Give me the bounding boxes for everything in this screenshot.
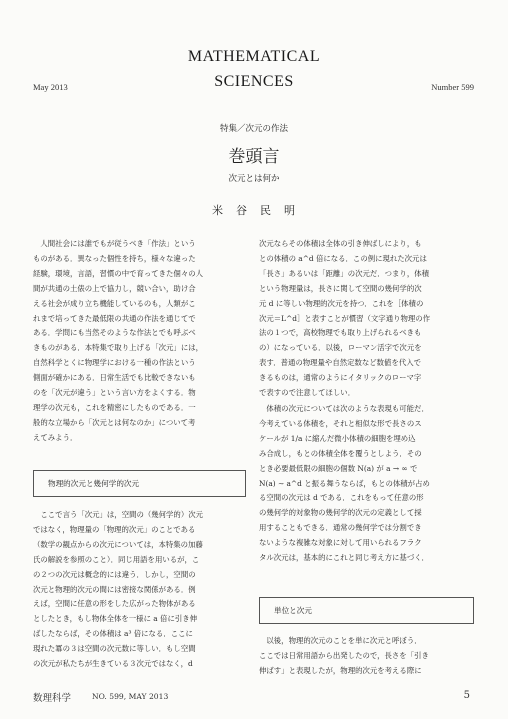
text-line: る空間の次元は d である．これをもって任意の形: [259, 493, 424, 503]
text-line: の２つの次元は概念的には違う．しかし，空間の: [33, 569, 196, 579]
text-line: 氏の解説を参照のこと）．同じ用語を用いるが，こ: [33, 554, 200, 564]
text-line: としたとき，もし物体全体を一様に a 倍に引き伸: [33, 614, 198, 624]
text-line: ばしたならば，その体積は a³ 倍になる．ここに: [33, 629, 193, 639]
text-line: タル次元は，基本的にこれと同じ考え方に基づく．: [259, 553, 429, 563]
issue-date: May 2013: [33, 82, 68, 92]
text-line: 次元と物理的次元の間には密接な関係がある．例: [33, 584, 196, 594]
text-line: N(a) ∼ a^d と振る舞うならば，もとの体積が占め: [259, 478, 430, 488]
text-line: （数学の観点からの次元については，本特集の加藤: [33, 539, 203, 549]
text-line: 側面が確かにある．日常生活でも比較できないも: [33, 373, 196, 383]
footer-issue: NO. 599, MAY 2013: [92, 692, 169, 701]
text-line: み合成し，もとの体積全体を覆うとしよう．その: [259, 448, 422, 458]
text-line: ここでは日常用語から出発したので，長さを「引き: [259, 650, 429, 660]
text-line: 間が共通の土俵の上で協力し，競い合い，助け合: [33, 283, 196, 293]
text-line: ものがある．異なった個性を持ち，様々な違った: [33, 253, 196, 263]
text-line: のを「次元が違う」という言い方をよくする．物: [33, 388, 196, 398]
text-line: の）になっている．以後，ローマン活字で次元を: [259, 343, 422, 353]
journal-title-line2: SCIENCES: [214, 73, 294, 90]
text-line: 経験，環境，言語，習慣の中で育ってきた個々の人: [33, 268, 203, 278]
text-line: との体積の a^d 倍になる．この例に現れた次元は: [259, 253, 427, 263]
text-line: ないような複雑な対象に対して用いられるフラク: [259, 538, 422, 548]
text-line: 以後，物理的次元のことを単に次元と呼ぼう．: [259, 636, 422, 645]
right-column-para2: [259, 402, 474, 566]
text-line: で表すので注意してほしい．: [259, 388, 356, 398]
footer-journal-name: 数理科学: [33, 693, 72, 704]
journal-title-line1: MATHEMATICAL: [187, 48, 321, 65]
text-line: ケールが 1/a に縮んだ微小体積の細胞を埋め込: [259, 433, 416, 443]
article-subtitle: 次元とは何か: [228, 174, 280, 184]
text-line: 今考えている体積を，それと相似な形で長さのス: [259, 418, 422, 428]
text-line: ある．学問にも当然そのような作法とでも呼ぶべ: [33, 328, 196, 338]
text-line: 次元ならその体積は全体の引き伸ばしにより，も: [259, 239, 422, 248]
author-name: 米 谷 民 明: [212, 204, 296, 217]
text-line: 般的な立場から「次元とは何なのか」について考: [33, 417, 196, 427]
right-column-section2: [259, 634, 474, 679]
text-line: とき必要最低限の細胞の個数 N(a) が a → ∞ で: [259, 463, 418, 473]
text-line: える社会が成り立ち機能しているのも，人類がこ: [33, 298, 196, 308]
text-line: 用することもできる．通常の幾何学では分割でき: [259, 523, 422, 533]
text-line: きるものは，通常のようにイタリックのローマ字: [259, 373, 422, 383]
right-column-para1: [259, 237, 474, 401]
text-line: という物理量は，長さに関して空間の幾何学的次: [259, 283, 422, 293]
section-heading-physical-geometric-dimension: 物理的次元と幾何学的次元: [33, 470, 246, 497]
text-line: 人間社会には誰でもが従うべき「作法」という: [33, 239, 196, 248]
article-title: 巻頭言: [228, 147, 280, 167]
text-line: 伸ばす」と表現したが，物理的次元を考える際に: [259, 665, 422, 675]
text-line: 法の１つで，高校物理でも取り上げられるべきも: [259, 328, 422, 338]
text-line: 表す．普通の物理量や自然定数など数値を代入で: [259, 358, 422, 368]
series-label: 特集／次元の作法: [219, 124, 288, 134]
text-line: 「長さ」あるいは「距離」の次元だ．つまり，体積: [259, 268, 429, 278]
text-line: 次元＝L^d］と表すことが慣習（文字通り物理の作: [259, 313, 431, 323]
left-column-section1: [33, 508, 246, 672]
text-line: ここで言う「次元」は，空間の（幾何学的）次元: [33, 510, 203, 519]
issue-number: Number 599: [431, 82, 474, 92]
text-line: 自然科学とくに物理学における一種の作法という: [33, 358, 196, 368]
text-line: えてみよう．: [33, 432, 78, 442]
text-line: きものがある．本特集で取り上げる「次元」には，: [33, 343, 203, 353]
text-line: えば，空間に任意の形をした広がった物体がある: [33, 599, 196, 609]
text-line: 元 d に等しい物理的次元を持つ．これを［体積の: [259, 298, 424, 308]
text-line: ではなく，物理量の「物理的次元」のことである: [33, 524, 196, 534]
text-line: 理学の次元も，これを精密にしたものである．一: [33, 402, 196, 412]
text-line: 現れた冪の３は空間の次元数に等しい．もし空間: [33, 644, 196, 654]
text-line: れまで培ってきた最低限の共通の作法を通じてで: [33, 313, 196, 323]
text-line: 体積の次元については次のような表現も可能だ．: [259, 404, 429, 413]
left-column-intro: [33, 237, 246, 446]
footer-page-number: 5: [463, 690, 470, 701]
text-line: の幾何学的対象物の幾何学的次元の定義として採: [259, 508, 422, 518]
text-line: の次元が私たちが生きている３次元ではなく，d: [33, 659, 193, 669]
section-heading-units-dimensions: 単位と次元: [259, 597, 474, 624]
